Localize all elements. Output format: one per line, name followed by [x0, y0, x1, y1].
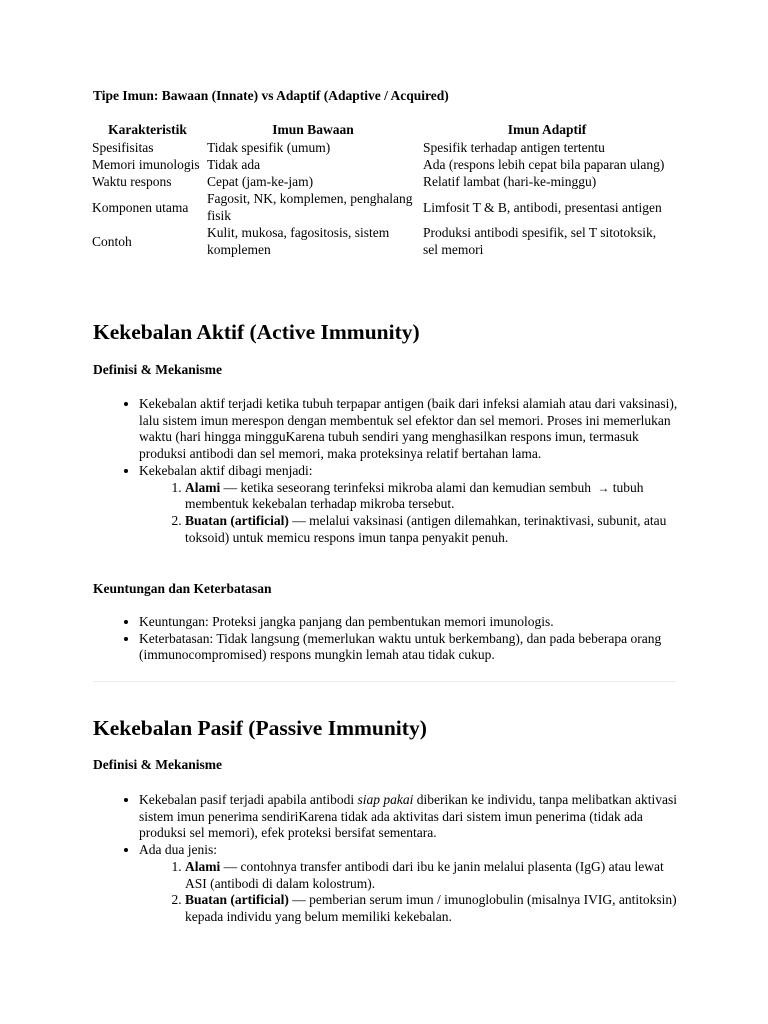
table-cell: Komponen utama	[92, 199, 189, 215]
aktif-definition-list	[93, 396, 679, 546]
column-header: Imun Bawaan	[272, 122, 354, 137]
table-cell: Kulit, mukosa, fagositosis, sistem komplemen	[207, 225, 390, 257]
section-heading-pasif: Kekebalan Pasif (Passive Immunity)	[93, 716, 427, 740]
list-item	[139, 463, 679, 547]
table-cell: Tidak spesifik (umum)	[207, 140, 331, 155]
type-text: — pemberian serum imun / imunoglobulin (misalnya IVIG, antitoksin) kepada individu yang belum memiliki kekebalan.	[185, 892, 677, 924]
table-cell: Fagosit, NK, komplemen, penghalang fisik	[207, 191, 413, 223]
table-row	[90, 173, 673, 190]
table-row	[90, 156, 673, 173]
comparison-table	[90, 121, 673, 258]
table-cell: Spesifik terhadap antigen tertentu	[423, 140, 605, 155]
type-text: tubuh membentuk kekebalan terhadap mikroba tersebut.	[185, 479, 644, 512]
list-item	[185, 892, 679, 925]
list-item	[185, 480, 679, 513]
type-text: — ketika seseorang terinfeksi mikroba alami dan kemudian sembuh	[220, 479, 595, 495]
list-item	[139, 631, 679, 664]
table-cell: Cepat (jam-ke-jam)	[207, 174, 314, 189]
list-item-text: Keuntungan: Proteksi jangka panjang dan pembentukan memori imunologis.	[139, 614, 554, 629]
list-item-text: diberikan ke individu, tanpa melibatkan aktivasi sistem imun penerima sendiriKarena tidak ada aktivitas dari sistem imun penerima (tidak ada produksi sel memori), efek proteksi bersifat sementara.	[139, 792, 677, 841]
column-header: Karakteristik	[108, 122, 187, 137]
list-item	[139, 842, 679, 926]
list-item	[139, 792, 679, 842]
table-cell: Ada (respons lebih cepat bila paparan ulang)	[423, 157, 665, 172]
list-item	[185, 513, 679, 546]
page-title: Tipe Imun: Bawaan (Innate) vs Adaptif (Adaptive / Acquired)	[93, 88, 449, 103]
emphasis-text: siap pakai	[357, 792, 414, 807]
table-row	[90, 224, 673, 258]
arrow-right-icon: →	[597, 480, 610, 495]
subheading-definisi-pasif: Definisi & Mekanisme	[93, 757, 222, 772]
subheading-definisi: Definisi & Mekanisme	[93, 362, 222, 377]
type-label: Alami	[185, 858, 221, 874]
section-divider	[93, 681, 676, 682]
aktif-type-list	[139, 480, 679, 547]
list-item	[139, 396, 679, 463]
type-text: — melalui vaksinasi (antigen dilemahkan, terinaktivasi, subunit, atau toksoid) untuk memicu respons imun tanpa penyakit penuh.	[185, 512, 667, 545]
table-cell: Waktu respons	[92, 174, 172, 189]
table-cell: Limfosit T & B, antibodi, presentasi antigen	[423, 199, 662, 215]
table-row	[90, 139, 673, 156]
type-label: Buatan (artificial)	[185, 512, 289, 528]
section-heading-aktif: Kekebalan Aktif (Active Immunity)	[93, 320, 420, 344]
pasif-type-list	[139, 859, 679, 926]
subheading-keuntungan: Keuntungan dan Keterbatasan	[93, 581, 272, 596]
column-header: Imun Adaptif	[507, 122, 587, 137]
list-item-text: Ada dua jenis:	[139, 842, 217, 858]
table-cell: Produksi antibodi spesifik, sel T sitotoksik, sel memori	[423, 225, 657, 257]
list-item	[139, 614, 679, 631]
pasif-definition-list	[93, 792, 679, 926]
list-item	[185, 859, 679, 892]
type-label: Buatan (artificial)	[185, 892, 289, 908]
keuntungan-list	[93, 614, 679, 664]
table-cell: Memori imunologis	[92, 157, 200, 172]
table-cell: Relatif lambat (hari-ke-minggu)	[423, 174, 597, 189]
list-item-text: Kekebalan aktif dibagi menjadi:	[139, 462, 313, 478]
list-item-text: Kekebalan pasif terjadi apabila antibodi	[139, 792, 358, 807]
table-header-row	[90, 121, 673, 139]
table-cell: Spesifisitas	[92, 140, 154, 155]
type-label: Alami	[185, 479, 221, 495]
list-item-text: Keterbatasan: Tidak langsung (memerlukan waktu untuk berkembang), dan pada beberapa orang (immunocompromised) respons mungkin lemah atau tidak cukup.	[139, 630, 662, 663]
type-text: — contohnya transfer antibodi dari ibu ke janin melalui plasenta (IgG) atau lewat ASI (antibodi di dalam kolostrum).	[185, 858, 664, 891]
table-cell: Tidak ada	[207, 157, 261, 172]
table-cell: Contoh	[92, 233, 132, 249]
table-row	[90, 190, 673, 224]
list-item-text: Kekebalan aktif terjadi ketika tubuh terpapar antigen (baik dari infeksi alamiah atau dari vaksinasi), lalu sistem imun merespon dengan membentuk sel efektor dan sel memori. Proses ini memerlukan waktu (hari hingga mingguKarena tubuh sendiri yang menghasilkan respons imun, termasuk produksi antibodi dan sel memori, maka proteksinya relatif bertahan lama.	[139, 396, 678, 462]
